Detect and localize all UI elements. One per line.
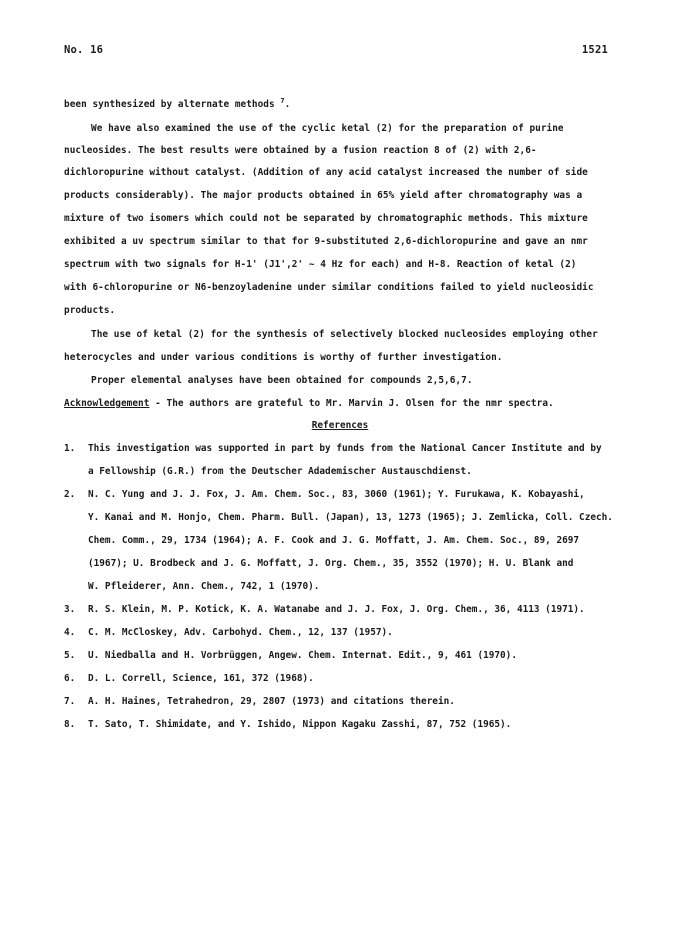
body-line: Proper elemental analyses have been obtained for compounds 2,5,6,7. <box>91 375 473 386</box>
body-line: exhibited a uv spectrum similar to that for 9-substituted 2,6-dichloropurine and gave an nmr <box>64 236 588 247</box>
reference-line: Y. Kanai and M. Honjo, Chem. Pharm. Bull. (Japan), 13, 1273 (1965); J. Zemlicka, Coll. Czech. <box>88 512 613 523</box>
reference-line: This investigation was supported in part by funds from the National Cancer Institute and by <box>88 443 602 454</box>
body-line: dichloropurine without catalyst. (Addition of any acid catalyst increased the number of side <box>64 167 588 178</box>
reference-number: 1. <box>64 443 76 454</box>
body-line: products. <box>64 305 116 316</box>
reference-line: U. Niedballa and H. Vorbrüggen, Angew. Chem. Internat. Edit., 9, 461 (1970). <box>88 650 517 661</box>
body-line <box>64 97 620 110</box>
reference-number: 8. <box>64 719 76 730</box>
body-line: products considerably). The major products obtained in 65% yield after chromatography was a <box>64 190 583 201</box>
reference-line: T. Sato, T. Shimidate, and Y. Ishido, Nippon Kagaku Zasshi, 87, 752 (1965). <box>88 719 512 730</box>
reference-line: W. Pfleiderer, Ann. Chem., 742, 1 (1970). <box>88 581 320 592</box>
reference-number: 4. <box>64 627 76 638</box>
reference-line: A. H. Haines, Tetrahedron, 29, 2807 (1973) and citations therein. <box>88 696 455 707</box>
page-number: 1521 <box>581 44 608 56</box>
acknowledgement-text: - The authors are grateful to Mr. Marvin J. Olsen for the nmr spectra. <box>149 398 554 409</box>
body-line: mixture of two isomers which could not be separated by chromatographic methods. This mixture <box>64 213 588 224</box>
citation-superscript: 7 <box>280 97 285 105</box>
reference-line: (1967); U. Brodbeck and J. G. Moffatt, J. Org. Chem., 35, 3552 (1970); H. U. Blank and <box>88 558 574 569</box>
body-line: with 6-chloropurine or N6-benzoyladenine under similar conditions failed to yield nucleosidic <box>64 282 594 293</box>
reference-number: 7. <box>64 696 76 707</box>
reference-number: 2. <box>64 489 76 500</box>
body-line: We have also examined the use of the cyclic ketal (2) for the preparation of purine <box>91 123 564 134</box>
acknowledgement-label: Acknowledgement <box>64 398 150 409</box>
reference-number: 6. <box>64 673 76 684</box>
body-text: been synthesized by alternate methods <box>64 99 275 111</box>
body-text: . <box>284 99 291 111</box>
reference-line: C. M. McCloskey, Adv. Carbohyd. Chem., 12, 137 (1957). <box>88 627 393 638</box>
reference-number: 5. <box>64 650 76 661</box>
reference-number: 3. <box>64 604 76 615</box>
body-line: heterocycles and under various conditions is worthy of further investigation. <box>64 352 503 363</box>
reference-line: a Fellowship (G.R.) from the Deutscher Adademischer Austauschdienst. <box>88 466 472 477</box>
references-heading: References <box>311 420 369 431</box>
body-line: nucleosides. The best results were obtained by a fusion reaction 8 of (2) with 2,6- <box>64 145 537 156</box>
reference-line: N. C. Yung and J. J. Fox, J. Am. Chem. Soc., 83, 3060 (1961); Y. Furukawa, K. Kobayashi, <box>88 489 585 500</box>
reference-line: D. L. Correll, Science, 161, 372 (1968). <box>88 673 314 684</box>
body-line: The use of ketal (2) for the synthesis of selectively blocked nucleosides employing other <box>91 329 598 340</box>
journal-issue-number: No. 16 <box>64 44 104 56</box>
body-line: spectrum with two signals for H-1' (J1',2' ~ 4 Hz for each) and H-8. Reaction of ketal (2) <box>64 259 577 270</box>
reference-line: Chem. Comm., 29, 1734 (1964); A. F. Cook and J. G. Moffatt, J. Am. Chem. Soc., 89, 2697 <box>88 535 580 546</box>
acknowledgement-line <box>64 398 620 409</box>
reference-line: R. S. Klein, M. P. Kotick, K. A. Watanabe and J. J. Fox, J. Org. Chem., 36, 4113 (1971). <box>88 604 585 615</box>
